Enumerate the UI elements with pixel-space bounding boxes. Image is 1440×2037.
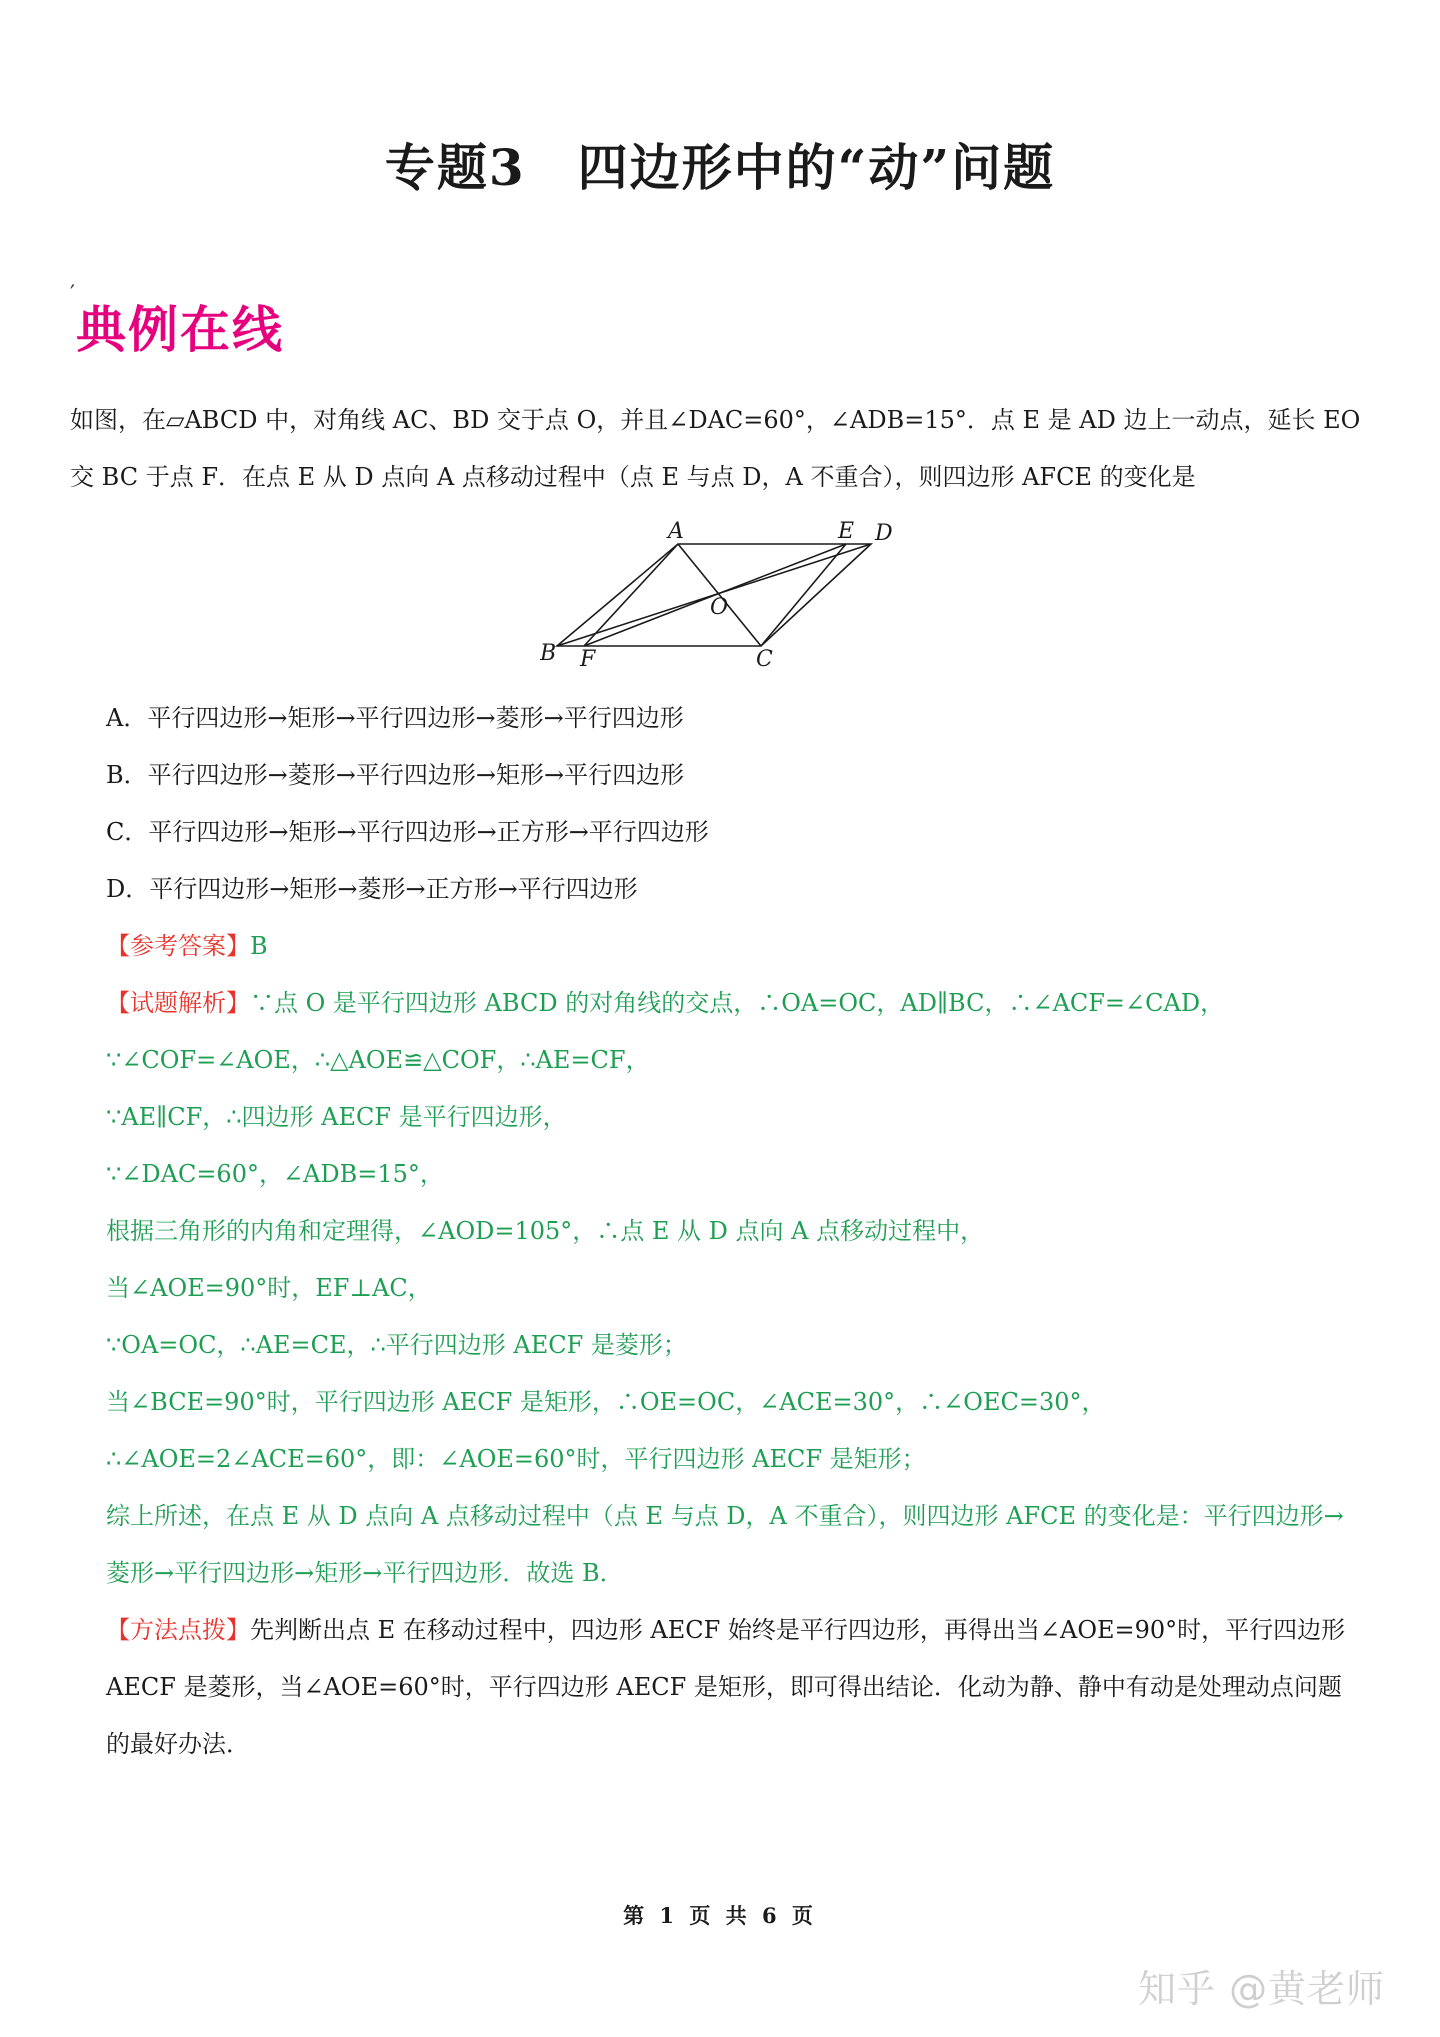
section-header: 典例在线 xyxy=(76,301,284,359)
solution-block xyxy=(106,918,1390,1773)
analysis-line-2: ∵∠COF=∠AOE，∴△AOE≌△COF，∴AE=CF， xyxy=(106,1046,650,1074)
label-c: C xyxy=(756,647,773,670)
analysis-text-1: ∵点 O 是平行四边形 ABCD 的对角线的交点，∴OA=OC，AD∥BC，∴∠ACF=∠CAD， xyxy=(250,989,1225,1017)
option-c: C．平行四边形→矩形→平行四边形→正方形→平行四边形 xyxy=(106,818,709,846)
analysis-line-3: ∵AE∥CF，∴四边形 AECF 是平行四边形， xyxy=(106,1103,567,1131)
method-text-1: 先判断出点 E 在移动过程中，四边形 AECF 始终是平行四边形，再得出当∠AOE=90°时，平行四边形 xyxy=(250,1616,1346,1644)
analysis-line-7: ∵OA=OC，∴AE=CE，∴平行四边形 AECF 是菱形； xyxy=(106,1331,687,1359)
method-line-3: 的最好办法． xyxy=(106,1730,250,1758)
question-text xyxy=(70,392,1380,506)
analysis-line-5: 根据三角形的内角和定理得，∠AOD=105°，∴点 E 从 D 点向 A 点移动过程中， xyxy=(106,1217,985,1245)
label-a: A xyxy=(668,520,684,544)
question-line-2: 交 BC 于点 F．在点 E 从 D 点向 A 点移动过程中（点 E 与点 D，A 不重合），则四边形 AFCE 的变化是 xyxy=(70,463,1196,491)
label-o: O xyxy=(710,595,729,620)
label-b: B xyxy=(540,641,557,666)
watermark: 知乎 @黄老师 xyxy=(1138,1967,1386,2011)
analysis-line-11: 菱形→平行四边形→矩形→平行四边形．故选 B． xyxy=(106,1559,624,1587)
reference-answer xyxy=(106,918,1390,975)
analysis-line-10: 综上所述，在点 E 从 D 点向 A 点移动过程中（点 E 与点 D，A 不重合），则四边形 AFCE 的变化是：平行四边形→ xyxy=(106,1502,1344,1530)
analysis-line-6: 当∠AOE=90°时，EF⊥AC， xyxy=(106,1274,432,1302)
method-line-1 xyxy=(106,1602,1390,1659)
option-a: A．平行四边形→矩形→平行四边形→菱形→平行四边形 xyxy=(106,704,684,732)
method-line-2: AECF 是菱形，当∠AOE=60°时，平行四边形 AECF 是矩形，即可得出结论．化动为静、静中有动是处理动点问题 xyxy=(106,1673,1342,1701)
analysis-line-8: 当∠BCE=90°时，平行四边形 AECF 是矩形，∴OE=OC，∠ACE=30°，∴∠OEC=30°， xyxy=(106,1388,1106,1416)
question-line-1: 如图，在▱ABCD 中，对角线 AC、BD 交于点 O，并且∠DAC=60°，∠ADB=15°．点 E 是 AD 边上一动点，延长 EO xyxy=(70,406,1361,434)
segment-af xyxy=(584,544,678,646)
label-f: F xyxy=(580,647,596,670)
option-b: B．平行四边形→菱形→平行四边形→矩形→平行四边形 xyxy=(106,761,685,789)
analysis-label: 【试题解析】 xyxy=(106,989,250,1017)
answer-label: 【参考答案】 xyxy=(106,932,250,960)
label-d: D xyxy=(875,521,893,546)
analysis-line-1 xyxy=(106,975,1390,1032)
label-e: E xyxy=(838,520,855,544)
answer-options xyxy=(106,690,1386,918)
segment-ec xyxy=(761,544,846,646)
parallelogram-figure xyxy=(540,520,910,670)
analysis-line-4: ∵∠DAC=60°，∠ADB=15°， xyxy=(106,1160,444,1188)
option-d: D．平行四边形→矩形→菱形→正方形→平行四边形 xyxy=(106,875,638,903)
page-footer: 第 1 页 共 6 页 xyxy=(623,1903,817,1928)
method-label: 【方法点拨】 xyxy=(106,1616,250,1644)
section-tick-mark: ′ xyxy=(70,282,75,307)
answer-value: B xyxy=(250,932,268,960)
page-title: 专题3 四边形中的“动”问题 xyxy=(384,138,1056,197)
analysis-line-9: ∴∠AOE=2∠ACE=60°，即：∠AOE=60°时，平行四边形 AECF 是矩形； xyxy=(106,1445,926,1473)
